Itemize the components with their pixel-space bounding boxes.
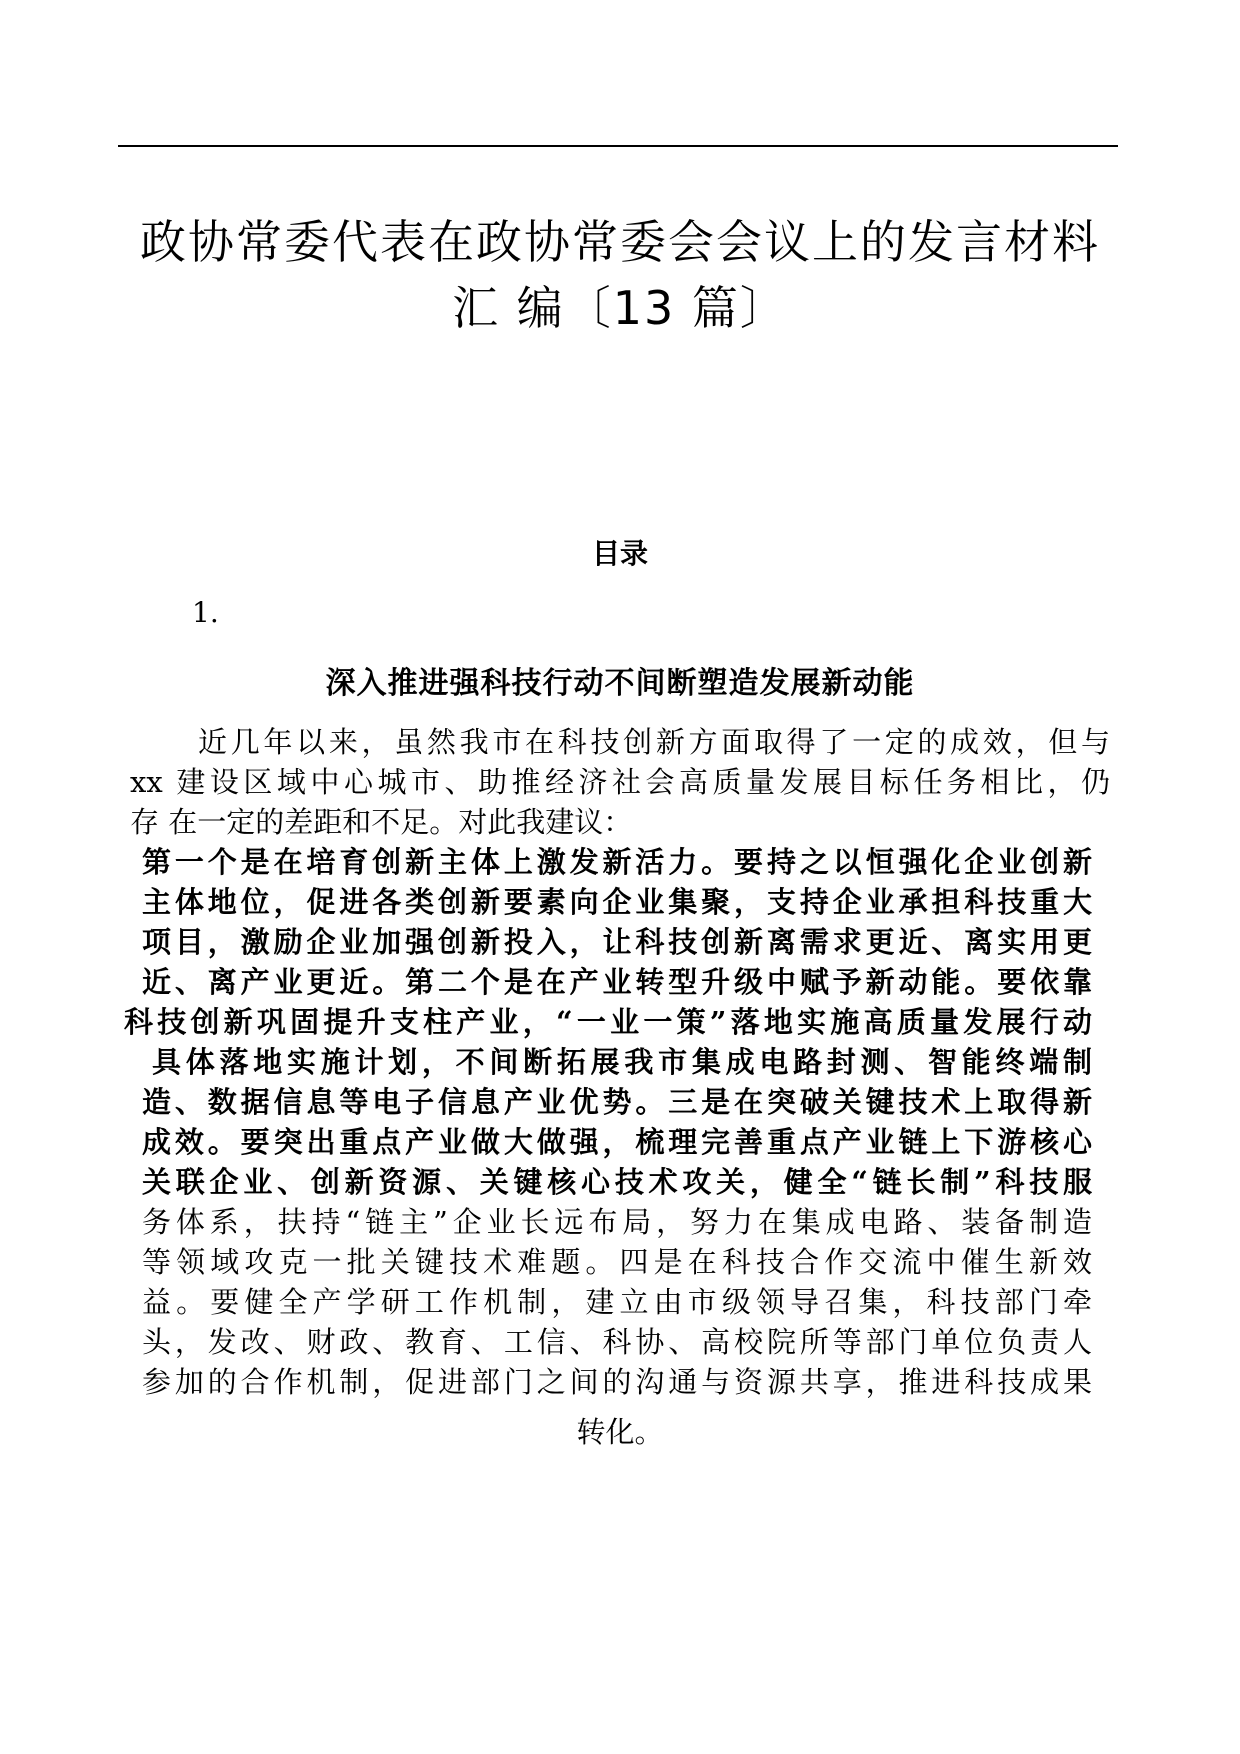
body-line-final: 转化。 bbox=[576, 1415, 664, 1449]
body-line-bold: 科技创新巩固提升支柱产业，“一业一策”落地实施高质量发展行动 bbox=[124, 1005, 1092, 1039]
body-line: 近几年以来，虽然我市在科技创新方面取得了一定的成效，但与 bbox=[198, 725, 1110, 759]
body-line-bold: 造、数据信息等电子信息产业优势。三是在突破关键技术上取得新 bbox=[142, 1085, 1092, 1119]
body-line-bold: 成效。要突出重点产业做大做强，梳理完善重点产业链上下游核心 bbox=[142, 1125, 1092, 1159]
body-line-bold: 项目，激励企业加强创新投入，让科技创新离需求更近、离实用更 bbox=[142, 925, 1092, 959]
body-line: 参加的合作机制，促进部门之间的沟通与资源共享，推进科技成果 bbox=[142, 1365, 1092, 1399]
body-line: 存 在一定的差距和不足。对此我建议： bbox=[130, 805, 633, 839]
body-line: 等领域攻克一批关键技术难题。四是在科技合作交流中催生新效 bbox=[142, 1245, 1092, 1279]
body-line: xx 建设区域中心城市、助推经济社会高质量发展目标任务相比，仍 bbox=[130, 765, 1110, 799]
toc-item-number: 1. bbox=[192, 596, 219, 629]
body-line-bold: 近、离产业更近。第二个是在产业转型升级中赋予新动能。要依靠 bbox=[142, 965, 1092, 999]
body-line: 务体系，扶持“链主”企业长远布局，努力在集成电路、装备制造 bbox=[142, 1205, 1092, 1239]
body-line: 益。要健全产学研工作机制，建立由市级领导召集，科技部门牵 bbox=[142, 1285, 1092, 1319]
section-title: 深入推进强科技行动不间断塑造发展新动能 bbox=[325, 666, 915, 701]
document-title-line-1: 政协常委代表在政协常委会会议上的发言材料 bbox=[140, 215, 1100, 269]
toc-heading: 目录 bbox=[591, 537, 648, 570]
body-line: 头，发改、财政、教育、工信、科协、高校院所等部门单位负责人 bbox=[142, 1325, 1092, 1359]
header-rule bbox=[118, 145, 1118, 147]
document-title-line-2: 汇 编〔13 篇〕 bbox=[452, 281, 788, 335]
body-line-bold: 主体地位，促进各类创新要素向企业集聚，支持企业承担科技重大 bbox=[142, 885, 1092, 919]
body-line-bold: 关联企业、创新资源、关键核心技术攻关，健全“链长制”科技服 bbox=[142, 1165, 1092, 1199]
body-line-bold: 具体落地实施计划，不间断拓展我市集成电路封测、智能终端制 bbox=[152, 1045, 1092, 1079]
body-line-bold: 第一个是在培育创新主体上激发新活力。要持之以恒强化企业创新 bbox=[142, 845, 1092, 879]
